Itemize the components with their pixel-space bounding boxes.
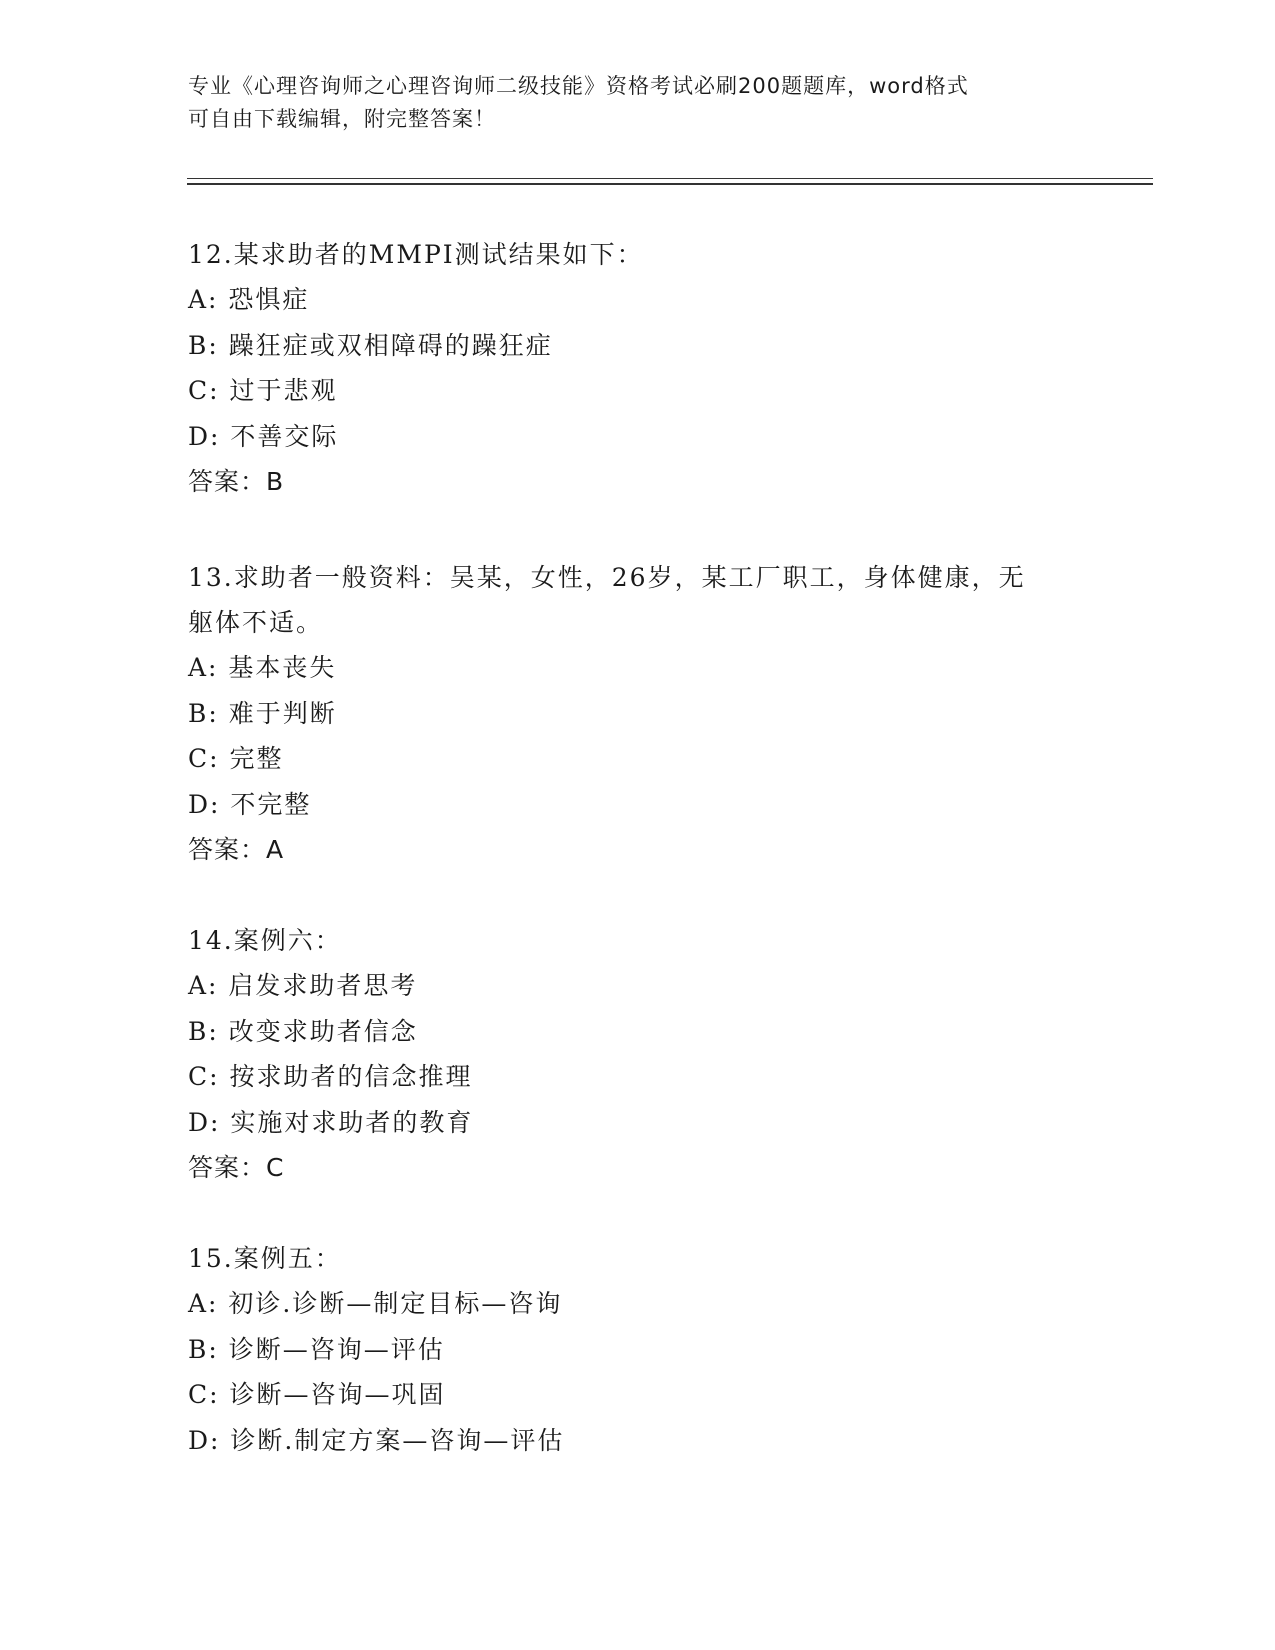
header-line-1: 专业《心理咨询师之心理咨询师二级技能》资格考试必刷200题题库，word格式 <box>188 74 969 98</box>
question-12 <box>188 232 1088 504</box>
question-13 <box>188 555 1088 872</box>
option-d: D: 不善交际 <box>188 421 339 451</box>
option-c: C: 诊断—咨询—巩固 <box>188 1380 446 1409</box>
option-a: A: 初诊.诊断—制定目标—咨询 <box>188 1289 563 1318</box>
option-a: A: 启发求助者思考 <box>188 971 418 1000</box>
option-a: A: 恐惧症 <box>188 285 310 314</box>
option-d: D: 实施对求助者的教育 <box>188 1107 474 1137</box>
question-stem-continued: 躯体不适。 <box>188 608 324 637</box>
option-d: D: 不完整 <box>188 789 312 819</box>
question-14 <box>188 918 1088 1190</box>
question-stem: 12.某求助者的MMPI测试结果如下： <box>188 240 644 269</box>
question-stem: 15.案例五： <box>188 1244 342 1273</box>
option-b: B: 难于判断 <box>188 698 337 728</box>
option-d: D: 诊断.制定方案—咨询—评估 <box>188 1425 565 1455</box>
question-stem: 14.案例六： <box>188 926 342 955</box>
header-rule-thin <box>187 178 1153 179</box>
option-c: C: 过于悲观 <box>188 376 338 405</box>
option-c: C: 按求助者的信念推理 <box>188 1062 473 1091</box>
header-rule-thick <box>187 183 1153 185</box>
question-stem: 13.求助者一般资料：吴某，女性，26岁，某工厂职工，身体健康，无 <box>188 563 1026 592</box>
question-15 <box>188 1236 1088 1463</box>
answer-line: 答案：A <box>188 835 285 864</box>
option-b: B: 诊断—咨询—评估 <box>188 1334 445 1364</box>
document-header <box>188 70 1088 136</box>
answer-line: 答案：B <box>188 467 285 496</box>
option-b: B: 躁狂症或双相障碍的躁狂症 <box>188 330 553 360</box>
header-line-2: 可自由下载编辑，附完整答案！ <box>188 107 496 131</box>
option-b: B: 改变求助者信念 <box>188 1016 418 1046</box>
option-a: A: 基本丧失 <box>188 653 337 682</box>
answer-line: 答案：C <box>188 1153 285 1182</box>
option-c: C: 完整 <box>188 744 284 773</box>
